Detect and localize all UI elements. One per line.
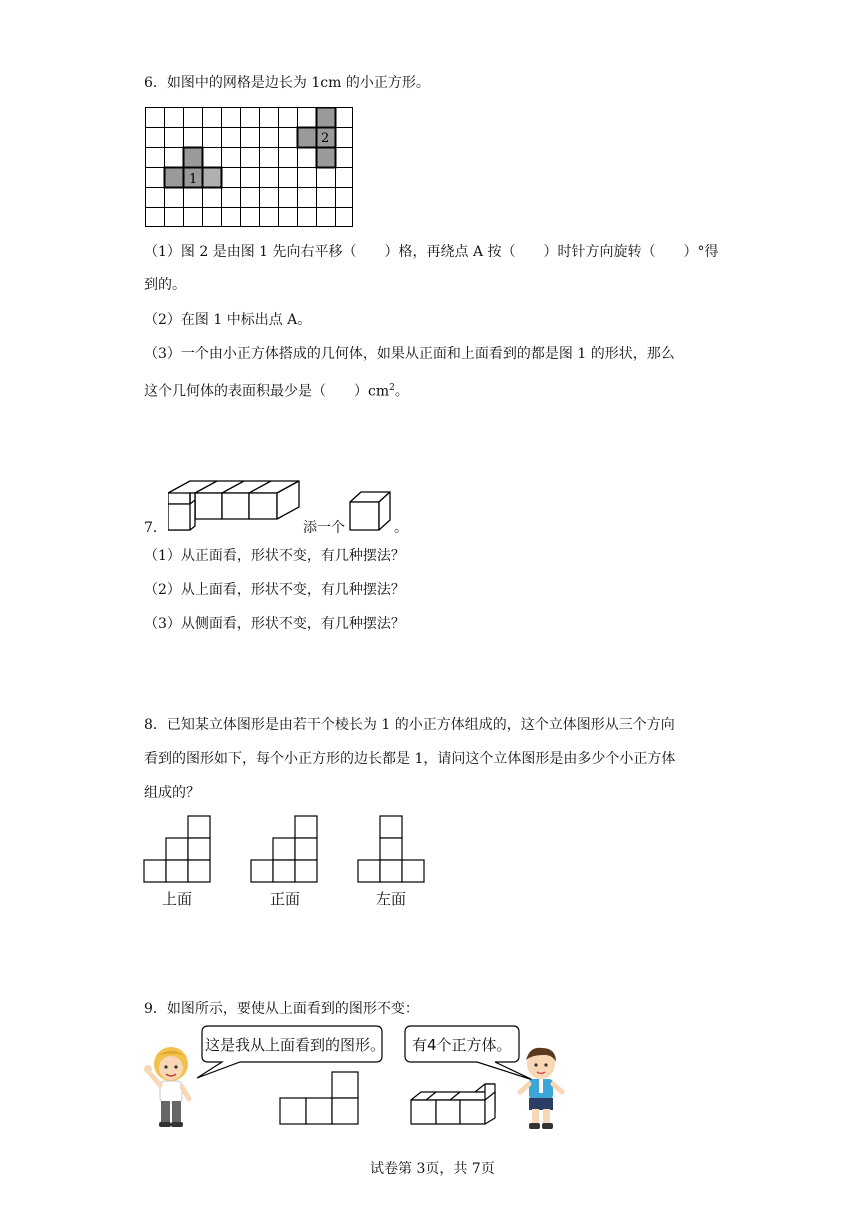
- q9-title: 9．如图所示，要使从上面看到的图形不变：: [144, 1001, 419, 1017]
- speech-bubble-1-text: 这是我从上面看到的图形。: [205, 1036, 386, 1054]
- q8-line1: 8．已知某立体图形是由若干个棱长为 1 的小正方体组成的，这个立体图形从三个方向: [144, 717, 675, 733]
- q7-single-cube-figure: [349, 490, 393, 532]
- q8-line3: 组成的？: [144, 785, 200, 801]
- shape-1-label: 1: [189, 172, 198, 187]
- view-front-figure: [250, 815, 320, 885]
- q7-part3: （3）从侧面看，形状不变，有几种摆法？: [144, 616, 405, 632]
- q7-add-text: 添一个: [303, 520, 345, 536]
- q7-end-mark: 。: [394, 520, 408, 536]
- q6-part3-line2: 这个几何体的表面积最少是（ ）$cm^2$。: [144, 383, 409, 400]
- q6-title: 6．如图中的网格是边长为 1cm 的小正方形。: [144, 75, 430, 91]
- view-top-figure: [143, 815, 213, 885]
- view-front-label: 正面: [270, 890, 301, 908]
- q6-part1-line1: （1）图 2 是由图 1 先向右平移（ ）格，再绕点 A 按（ ）时针方向旋转（ ）°得: [144, 244, 719, 260]
- view-top-label: 上面: [162, 890, 193, 908]
- boy-character-illustration: [516, 1046, 566, 1132]
- q9-top-view-figure: [278, 1071, 360, 1127]
- girl-character-illustration: [143, 1045, 199, 1129]
- q6-part3-line1: （3）一个由小正方体搭成的几何体，如果从正面和上面看到的都是图 1 的形状，那么: [144, 346, 675, 362]
- q6-grid-figure: [145, 107, 355, 229]
- q7-part1: （1）从正面看，形状不变，有几种摆法？: [144, 548, 405, 564]
- q7-number: 7．: [144, 520, 167, 536]
- shape-2: [298, 108, 336, 168]
- q6-part1-line2: 到的。: [144, 277, 186, 293]
- page-footer: 试卷第 3页，共 7页: [370, 1161, 495, 1177]
- q7-cube-row-figure: [168, 476, 302, 532]
- q6-part2: （2）在图 1 中标出点 A。: [144, 312, 312, 328]
- speech-bubble-2-text: 有4个正方体。: [412, 1036, 512, 1054]
- view-left-figure: [357, 815, 427, 885]
- q9-cube-arrangement-figure: [409, 1080, 499, 1128]
- q8-line2: 看到的图形如下，每个小正方形的边长都是 1，请问这个立体图形是由多少个小正方体: [144, 751, 676, 767]
- q7-part2: （2）从上面看，形状不变，有几种摆法？: [144, 582, 405, 598]
- shape-2-label: 2: [321, 131, 330, 146]
- view-left-label: 左面: [376, 890, 407, 908]
